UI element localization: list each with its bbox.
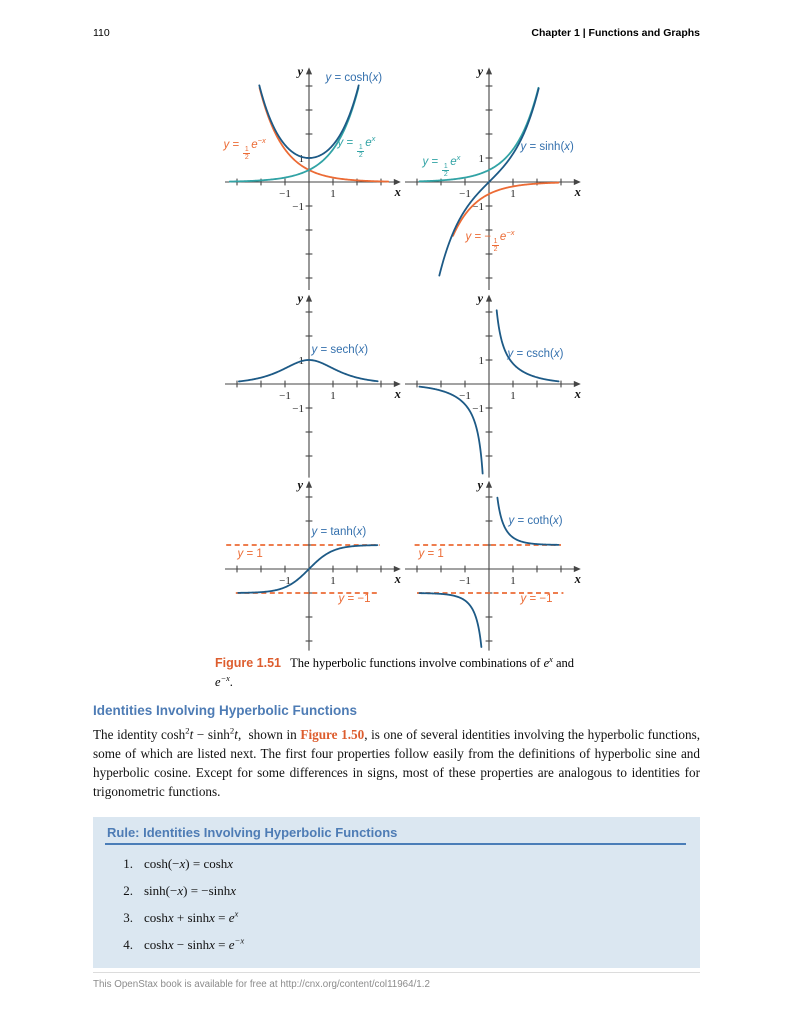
curve-sech (238, 360, 377, 381)
curve-label (337, 134, 376, 160)
text-segment: −x (257, 136, 266, 146)
curve-csch (419, 387, 482, 474)
text-segment: x (372, 72, 379, 84)
text-segment: and (552, 656, 574, 670)
figure-1-51 (93, 64, 700, 692)
page-header (93, 27, 700, 39)
graph-panel-sech (222, 291, 401, 481)
fraction: $\frac{1}{2}$ (443, 162, 448, 179)
text-segment: ) = −sinh (183, 882, 231, 898)
fraction: $\frac{1}{2}$ (358, 143, 363, 160)
tick-label-y-1: 1 (478, 355, 484, 367)
x-axis-letter: x (574, 185, 581, 199)
tick-label-y-1: 1 (478, 153, 484, 165)
text-segment: x (358, 344, 365, 356)
curve-half_exp (229, 88, 358, 182)
axis-arrows (305, 295, 400, 388)
text-segment: −x (234, 935, 245, 946)
tick-label-x-1: 1 (329, 390, 336, 402)
graph-panel-sinh (402, 64, 581, 294)
tick-label-x-1: 1 (329, 575, 336, 587)
text-segment: = sech( (317, 344, 359, 356)
text-segment: x (549, 654, 553, 664)
text-segment: e (228, 936, 235, 952)
text-segment: y (422, 156, 429, 168)
y-axis-letter: y (296, 64, 303, 79)
text-segment: e (543, 656, 550, 670)
text-segment: y (338, 593, 345, 605)
text-segment: Figure 1.50 (300, 726, 365, 742)
text-segment: 2 (229, 725, 235, 736)
rule-item (105, 856, 686, 872)
graph-grid (93, 64, 700, 652)
x-axis-letter: x (394, 572, 401, 586)
text-segment: y (311, 344, 318, 356)
curve-label (508, 348, 564, 361)
text-segment: − sinh (193, 726, 230, 742)
text-segment: x (209, 909, 215, 925)
text-segment: cosh (144, 936, 168, 952)
text-segment: t (189, 726, 194, 742)
tick-label-y-1: 1 (298, 355, 304, 367)
text-segment: e (251, 139, 258, 151)
rule-box (93, 817, 700, 968)
curve-label (465, 228, 515, 254)
text-segment: x (167, 936, 174, 952)
rule-item-formula (144, 856, 233, 872)
curve-label (521, 141, 574, 154)
text-segment: 2 (185, 725, 190, 736)
curve-label (339, 593, 371, 606)
text-segment: cosh(− (144, 855, 180, 871)
text-segment: ) = cosh (185, 855, 228, 871)
tick-label-x-1: 1 (509, 188, 516, 200)
curve-label (326, 72, 383, 85)
text-segment: . (229, 674, 233, 689)
text-segment: ) (570, 141, 574, 153)
text-segment: x (356, 526, 363, 538)
graph-panel-csch (402, 291, 581, 481)
graph-svg-csch (402, 291, 581, 481)
text-segment: e (228, 909, 235, 925)
text-segment: = (343, 137, 357, 149)
body-paragraph (93, 725, 700, 802)
rule-item-number: 1. (123, 855, 133, 871)
graph-panel-coth (402, 477, 581, 652)
text-segment: ) (362, 526, 367, 538)
curve-label (509, 515, 563, 528)
rule-item (105, 910, 686, 926)
figure-caption (215, 654, 629, 692)
text-segment: = (428, 156, 442, 168)
text-segment: y (520, 593, 527, 605)
fraction: $\frac{1}{2}$ (244, 145, 249, 162)
text-segment: y (418, 548, 425, 560)
y-axis-letter: y (476, 64, 483, 79)
text-segment: sinh(− (144, 882, 178, 898)
text-segment: x (553, 348, 560, 360)
x-axis-letter: x (574, 572, 581, 586)
text-segment: x (227, 855, 234, 871)
curve-label (223, 136, 266, 162)
text-segment: ) (364, 344, 369, 356)
text-segment: t (234, 726, 238, 742)
text-segment: x (230, 882, 237, 898)
text-segment: y (325, 72, 332, 84)
text-segment: y (223, 139, 230, 151)
curve-label (419, 548, 444, 561)
text-segment: ) (378, 72, 383, 84)
text-segment: − sinh (173, 936, 210, 952)
rule-item-formula (144, 883, 236, 899)
graph-panel-tanh (222, 477, 401, 652)
text-segment: ) (559, 348, 564, 360)
text-segment: = (214, 909, 229, 925)
text-segment: = csch( (513, 348, 554, 360)
text-segment: = −1 (344, 593, 371, 605)
rule-item (105, 883, 686, 899)
tick-label-y--1: −1 (291, 403, 304, 415)
text-segment: y (508, 515, 515, 527)
tick-label-x-1: 1 (509, 390, 516, 402)
text-segment: e (499, 231, 507, 243)
text-segment: e (215, 674, 221, 689)
text-segment: y (507, 348, 514, 360)
y-axis-letter: y (296, 477, 303, 492)
tick-label-x-1: 1 (329, 188, 336, 200)
text-segment: The hyperbolic functions involve combinations of (281, 656, 544, 670)
y-axis-letter: y (296, 291, 303, 306)
tick-label-y--1: −1 (471, 201, 484, 213)
text-segment: x (234, 908, 239, 919)
text-segment: = − (471, 231, 492, 243)
axis-arrows (485, 295, 580, 388)
rule-heading: Rule: Identities Involving Hyperbolic Functions (105, 825, 686, 845)
text-segment: x (564, 141, 571, 153)
section-heading: Identities Involving Hyperbolic Functions (93, 702, 358, 718)
text-segment: x (209, 936, 215, 952)
text-segment: x (371, 134, 376, 144)
text-segment: , is one of several identities involving the hyperbolic functions, some of which are listed next. The first four properties follow easily from the definitions of hyperbolic sine and hyperbolic cosine. Except for some differences in signs, most of these properties are analogous to identities for trigonometric functions. (93, 726, 700, 800)
text-segment: = tanh( (317, 526, 357, 538)
curve-label (312, 344, 369, 357)
text-segment: + sinh (173, 909, 210, 925)
y-axis-letter: y (476, 291, 483, 306)
x-axis-letter: x (394, 387, 401, 401)
text-segment: y (237, 548, 244, 560)
graph-svg-tanh (222, 477, 401, 652)
graph-panel-cosh (222, 64, 401, 294)
curve-label (312, 526, 367, 539)
text-segment: x (179, 855, 186, 871)
text-segment: Figure 1.51 (215, 656, 281, 670)
axes (225, 301, 395, 478)
page-content (93, 64, 700, 968)
rule-item-formula (144, 937, 244, 953)
tick-label-x--1: −1 (458, 575, 471, 587)
text-segment: y (311, 526, 318, 538)
axis-arrows (485, 67, 580, 185)
tick-label-y-1: 1 (298, 153, 304, 165)
graph-svg-coth (402, 477, 581, 652)
text-segment: x (456, 153, 461, 163)
rule-item-number: 3. (123, 909, 133, 925)
axes (405, 487, 575, 651)
fraction: $\frac{1}{2}$ (493, 237, 498, 254)
x-axis-letter: x (394, 185, 401, 199)
graph-svg-sech (222, 291, 401, 481)
rule-item-number: 2. (123, 882, 133, 898)
text-segment: x (167, 909, 174, 925)
text-segment: = sinh( (526, 141, 565, 153)
text-segment: = (214, 936, 229, 952)
text-segment: , shown in (237, 726, 301, 742)
curve-label (422, 153, 461, 179)
text-segment: The identity (93, 726, 162, 742)
text-segment: e (365, 137, 372, 149)
tick-label-x--1: −1 (278, 390, 291, 402)
tick-label-x--1: −1 (278, 575, 291, 587)
curve-csch (496, 310, 558, 381)
text-segment: = −1 (526, 593, 553, 605)
tick-label-y--1: −1 (291, 201, 304, 213)
tick-label-x-1: 1 (509, 575, 516, 587)
y-axis-letter: y (476, 477, 483, 492)
text-segment: = (229, 139, 243, 151)
curve-label (521, 593, 553, 606)
rule-item-number: 4. (123, 936, 133, 952)
text-segment: = coth( (514, 515, 553, 527)
curve-half_exp_neg (259, 88, 388, 182)
tick-label-x--1: −1 (458, 188, 471, 200)
text-segment: y (465, 231, 472, 243)
text-segment: −x (220, 673, 230, 683)
graph-svg-sinh (402, 64, 581, 294)
rule-item (105, 937, 686, 953)
text-segment: e (450, 156, 457, 168)
tick-label-x--1: −1 (278, 188, 291, 200)
graph-svg-cosh (222, 64, 401, 294)
rule-list (105, 856, 686, 953)
text-segment: = 1 (243, 548, 263, 560)
page-footer (93, 972, 700, 990)
tick-label-x--1: −1 (458, 390, 471, 402)
x-axis-letter: x (574, 387, 581, 401)
text-segment: cosh (144, 909, 168, 925)
curve-label (238, 548, 263, 561)
chapter-title: Chapter 1 | Functions and Graphs (531, 27, 700, 39)
tick-label-y--1: −1 (471, 403, 484, 415)
text-segment: y (520, 141, 527, 153)
text-segment: = cosh( (331, 72, 373, 84)
text-segment: y (337, 137, 344, 149)
page-number: 110 (93, 27, 110, 39)
text-segment: −x (506, 228, 515, 238)
text-segment: ) (558, 515, 563, 527)
footer-text: This OpenStax book is available for free at http://cnx.org/content/col11964/1.2 (93, 979, 430, 990)
text-segment: cosh (161, 726, 186, 742)
rule-item-formula (144, 910, 238, 926)
text-segment: x (177, 882, 184, 898)
text-segment: = 1 (424, 548, 444, 560)
curve-coth (419, 593, 481, 647)
text-segment: x (552, 515, 559, 527)
